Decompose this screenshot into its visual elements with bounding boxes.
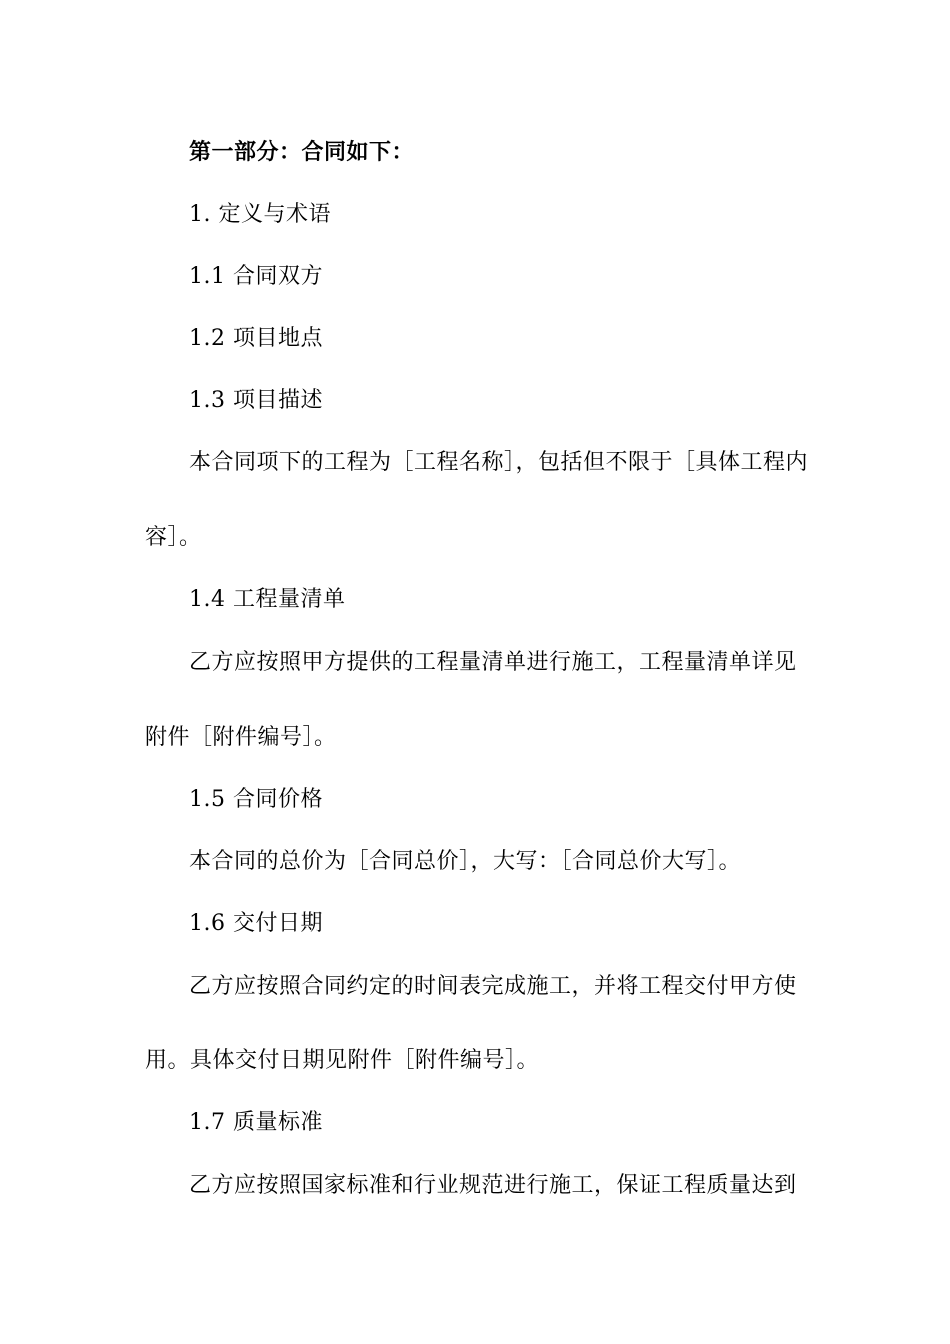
clause-1-6-body-line-2: 用。具体交付日期见附件［附件编号］。	[145, 1048, 540, 1073]
clause-1-2-title: 1.2 项目地点	[189, 326, 323, 351]
clause-1-1-title: 1.1 合同双方	[189, 264, 323, 289]
clause-1-7-body-line-1: 乙方应按照国家标准和行业规范进行施工，保证工程质量达到	[189, 1173, 797, 1198]
section-heading: 第一部分：合同如下：	[189, 140, 415, 165]
clause-1-7-title: 1.7 质量标准	[189, 1110, 323, 1135]
clause-1-3-body-line-1: 本合同项下的工程为［工程名称］，包括但不限于［具体工程内	[189, 450, 809, 475]
clause-1-6-title: 1.6 交付日期	[189, 911, 323, 936]
clause-1-3-title: 1.3 项目描述	[189, 388, 323, 413]
clause-1-title: 1. 定义与术语	[189, 202, 331, 227]
clause-1-3-body-line-2: 容］。	[145, 525, 202, 550]
clause-1-5-title: 1.5 合同价格	[189, 787, 323, 812]
clause-1-5-body: 本合同的总价为［合同总价］，大写：［合同总价大写］。	[189, 849, 742, 874]
clause-1-4-title: 1.4 工程量清单	[189, 587, 346, 612]
clause-1-4-body-line-2: 附件［附件编号］。	[145, 725, 337, 750]
clause-1-4-body-line-1: 乙方应按照甲方提供的工程量清单进行施工，工程量清单详见	[189, 650, 797, 675]
clause-1-6-body-line-1: 乙方应按照合同约定的时间表完成施工，并将工程交付甲方使	[189, 974, 797, 999]
